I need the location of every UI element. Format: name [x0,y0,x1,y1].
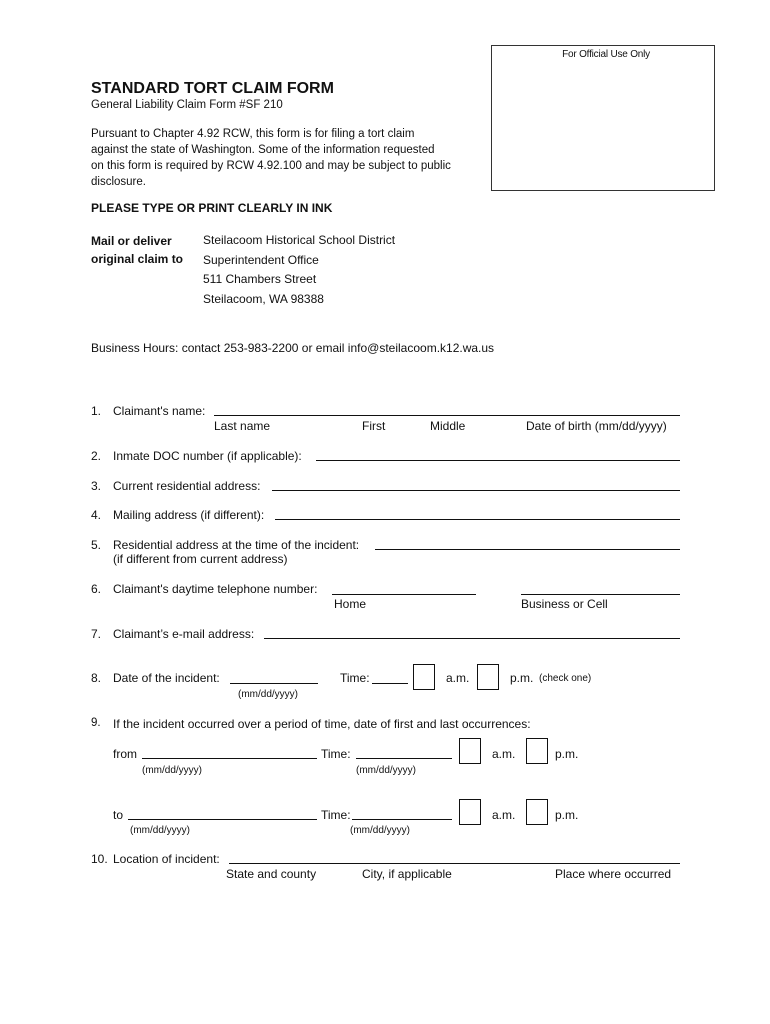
to-pm-label: p.m. [555,808,579,822]
q10-sub-place: Place where occurred [555,867,672,881]
q4-number: 4. [91,508,102,522]
q8-check-one: (check one) [539,673,592,684]
to-date-hint: (mm/dd/yyyy) [130,825,190,836]
intro-line: disclosure. [91,176,146,188]
from-time-field[interactable] [356,758,452,759]
mail-label-2: original claim to [91,252,184,266]
q5-label-2: (if different from current address) [113,552,288,566]
q8-time-label: Time: [340,671,370,685]
q4-label: Mailing address (if different): [113,508,265,522]
q8-number: 8. [91,671,102,685]
q9-from-label: from [113,747,137,761]
address-line: Steilacoom Historical School District [203,233,396,247]
incident-date-field[interactable] [230,683,318,684]
official-use-box [491,45,715,191]
q1-sub-last: Last name [214,419,271,433]
from-am-checkbox[interactable] [459,738,481,764]
q9-label: If the incident occurred over a period of time, date of first and last occurrences: [113,717,531,731]
official-use-label: For Official Use Only [562,49,650,60]
q1-sub-first: First [362,419,386,433]
to-am-checkbox[interactable] [459,799,481,825]
to-time-label: Time: [321,808,351,822]
to-am-label: a.m. [492,808,516,822]
q2-label: Inmate DOC number (if applicable): [113,449,302,463]
form-title: STANDARD TORT CLAIM FORM [91,80,334,97]
q1-number: 1. [91,404,102,418]
current-address-field[interactable] [272,490,680,491]
q6-label: Claimant's daytime telephone number: [113,582,318,596]
mailing-address-field[interactable] [275,519,680,520]
business-hours: Business Hours: contact 253-983-2200 or email info@steilacoom.k12.wa.us [91,341,495,355]
q7-number: 7. [91,627,102,641]
print-instruction: PLEASE TYPE OR PRINT CLEARLY IN INK [91,201,333,215]
inmate-doc-field[interactable] [316,460,680,461]
q5-label: Residential address at the time of the incident: [113,538,360,552]
to-time-hint: (mm/dd/yyyy) [350,825,410,836]
to-time-field[interactable] [352,819,452,820]
q2-number: 2. [91,449,102,463]
q6-sub-home: Home [334,597,367,611]
am-checkbox[interactable] [413,664,435,690]
incident-time-field[interactable] [372,683,408,684]
from-pm-label: p.m. [555,747,579,761]
q9-to-label: to [113,808,124,822]
intro-line: against the state of Washington. Some of the information requested [91,144,435,156]
q9-number: 9. [91,717,101,729]
intro-line: on this form is required by RCW 4.92.100 and may be subject to public [91,160,451,172]
email-field[interactable] [264,638,680,639]
address-line: Superintendent Office [203,252,319,267]
q3-label: Current residential address: [113,479,261,493]
from-date-field[interactable] [142,758,317,759]
q1-sub-middle: Middle [430,419,466,433]
incident-location-field[interactable] [229,863,680,864]
q6-number: 6. [91,582,102,596]
from-pm-checkbox[interactable] [526,738,548,764]
address-line: 511 Chambers Street [203,272,317,286]
q10-label: Location of incident: [113,852,220,866]
address-line: Steilacoom, WA 98388 [203,291,324,306]
mail-address [203,231,395,309]
claimant-name-field[interactable] [214,415,680,416]
q8-am-label: a.m. [446,671,470,685]
q3-number: 3. [91,479,102,493]
intro-text [91,126,451,190]
q1-label: Claimant's name: [113,404,206,418]
mail-label-1: Mail or deliver [91,234,172,248]
to-pm-checkbox[interactable] [526,799,548,825]
form-subtitle: General Liability Claim Form #SF 210 [91,99,283,111]
q8-date-hint: (mm/dd/yyyy) [238,689,298,700]
from-time-hint: (mm/dd/yyyy) [356,765,416,776]
to-date-field[interactable] [128,819,317,820]
intro-line: Pursuant to Chapter 4.92 RCW, this form is for filing a tort claim [91,128,415,140]
q7-label: Claimant’s e-mail address: [113,627,255,641]
business-phone-field[interactable] [521,594,680,595]
from-time-label: Time: [321,747,351,761]
incident-address-field[interactable] [375,549,680,550]
q10-sub-state: State and county [226,867,317,881]
q5-number: 5. [91,538,102,552]
q10-number: 10. [91,852,108,866]
q8-pm-label: p.m. [510,671,534,685]
q1-sub-dob: Date of birth (mm/dd/yyyy) [526,419,667,433]
home-phone-field[interactable] [332,594,476,595]
q10-sub-city: City, if applicable [362,867,452,881]
q6-sub-business: Business or Cell [521,597,608,611]
pm-checkbox[interactable] [477,664,499,690]
from-am-label: a.m. [492,747,516,761]
q8-label: Date of the incident: [113,671,220,685]
from-date-hint: (mm/dd/yyyy) [142,765,202,776]
